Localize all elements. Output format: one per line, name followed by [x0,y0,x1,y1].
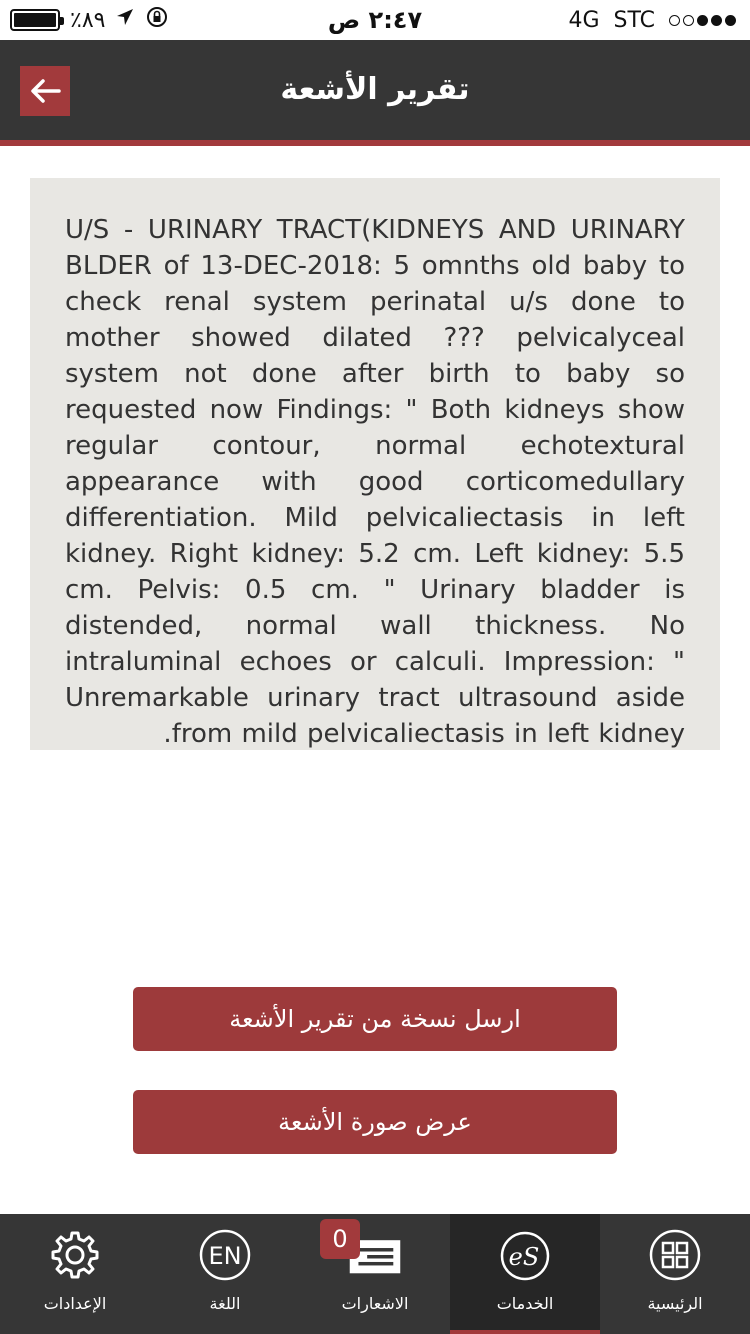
status-right [568,6,736,34]
header-accent-line [0,140,750,146]
network-type: 4G [568,7,600,33]
tab-services-label: الخدمات [496,1294,554,1313]
tab-home[interactable] [600,1214,750,1334]
signal-icon [669,15,736,26]
tab-language-label: اللغة [209,1294,241,1313]
page-title: تقرير الأشعة [280,72,470,107]
tab-language[interactable] [150,1214,300,1334]
tab-notifications-label: الاشعارات [341,1294,409,1313]
battery-percent: ٪٨٩ [70,7,106,33]
view-xray-image-button[interactable]: عرض صورة الأشعة [133,1090,617,1154]
tab-services[interactable] [450,1214,600,1334]
report-panel [30,178,720,750]
status-time: ٢:٤٧ ص [327,6,423,34]
app-header [0,40,750,140]
send-report-copy-button[interactable]: ارسل نسخة من تقرير الأشعة [133,987,617,1051]
tab-home-label: الرئيسية [647,1294,703,1313]
grid-icon [648,1228,702,1282]
report-text: U/S - URINARY TRACT(KIDNEYS AND URINARY BLDER of 13-DEC-2018: 5 omnths old baby to check renal system perinatal u/s done to mother showed dilated ??? pelvicalyceal system not done after birth to baby so requested now Findings: " Both kidneys show regular contour, normal echotextural appearance with good corticomedullary differentiation. Mild pelvicaliectasis in left kidney. Right kidney: 5.2 cm. Left kidney: 5.5 cm. Pelvis: 0.5 cm. " Urinary bladder is distended, normal wall thickness. No intraluminal echoes or calculi. Impression: " Unremarkable urinary tract ultrasound aside from mild pelvicaliectasis in left kidney. [65,215,685,749]
services-icon [498,1228,552,1282]
notifications-badge: 0 [320,1219,360,1259]
tab-settings-label: الإعدادات [43,1294,107,1313]
language-icon [198,1228,252,1282]
language-icon-text: EN [208,1242,242,1270]
status-bar [0,0,750,40]
tab-bar [0,1214,750,1334]
services-icon-text: eS [508,1243,540,1271]
gear-icon [48,1228,102,1282]
tab-settings[interactable] [0,1214,150,1334]
carrier-name: STC [613,7,655,33]
